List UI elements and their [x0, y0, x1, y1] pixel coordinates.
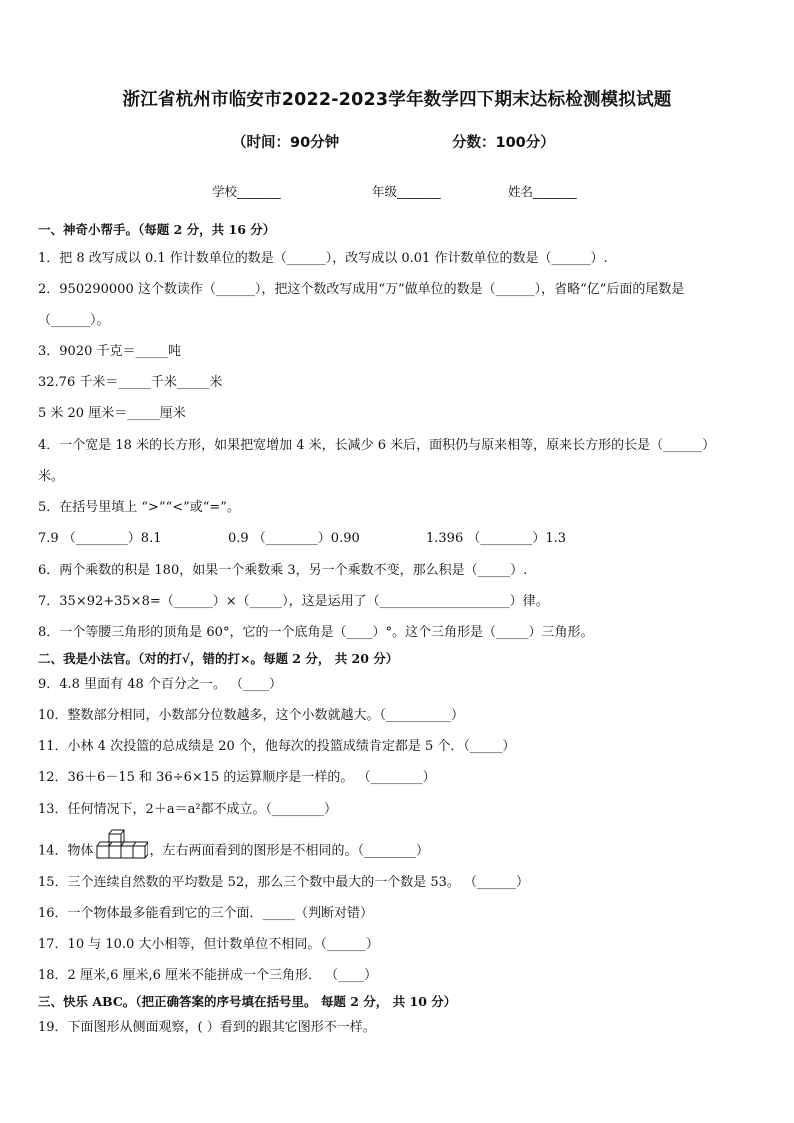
question-5: 5．在括号里填上 “>”“<”或“=”。: [38, 500, 240, 515]
question-10: 10．整数部分相同，小数部分位数越多，这个小数就越大。（__________）: [38, 708, 465, 723]
question-1: 1．把 8 改写成以 0.1 作计数单位的数是（______），改写成以 0.01 作计数单位的数是（______）.: [38, 251, 608, 266]
question-3: 3．9020 千克＝_____吨: [38, 344, 181, 359]
question-9: 9．4.8 里面有 48 个百分之一。 （____）: [38, 677, 283, 692]
question-4-continued: 米。: [38, 469, 65, 484]
question-17: 17．10 与 10.0 大小相等，但计数单位不相同。（______）: [38, 937, 379, 952]
exam-score: 分数：100分）: [452, 135, 555, 151]
question-19: 19．下面图形从侧面观察，( ）看到的跟其它图形不一样。: [38, 1020, 376, 1035]
question-5-item-2: 0.9 （________）0.90: [228, 531, 360, 546]
exam-time: （时间：90分钟: [232, 135, 340, 151]
section-1-heading: 一、神奇小帮手。（每题 2 分，共 16 分）: [38, 222, 276, 237]
question-16: 16．一个物体最多能看到它的三个面．_____（判断对错）: [38, 906, 374, 921]
question-3-part-3: 5 米 20 厘米＝_____厘米: [38, 406, 186, 421]
school-field: 学校_______: [212, 184, 281, 199]
question-14: [38, 829, 429, 873]
question-3-part-2: 32.76 千米＝_____千米_____米: [38, 375, 223, 390]
question-5-item-3: 1.396 （________）1.3: [426, 531, 567, 546]
name-field: 姓名_______: [508, 184, 577, 199]
question-18: 18．2 厘米,6 厘米,6 厘米不能拼成一个三角形． （____）: [38, 968, 378, 983]
question-14-end: ，左右两面看到的图形是不相同的。（________）: [149, 843, 430, 859]
question-2: 2．950290000 这个数读作（______），把这个数改写成用“万”做单位的数是（______），省略“亿”后面的尾数是: [38, 282, 685, 297]
question-11: 11．小林 4 次投篮的总成绩是 20 个，他每次的投篮成绩肯定都是 5 个．（_____）: [38, 739, 516, 754]
question-5-item-1: 7.9 （________）8.1: [38, 531, 162, 546]
question-2-continued: （______）。: [38, 313, 110, 328]
page-title: 浙江省杭州市临安市2022-2023学年数学四下期末达标检测模拟试题: [122, 90, 672, 110]
stacked-cubes-figure: [96, 829, 148, 873]
question-14-start: 14．物体: [38, 843, 94, 859]
question-4: 4．一个宽是 18 米的长方形，如果把宽增加 4 米，长减少 6 米后，面积仍与原来相等，原来长方形的长是（______）: [38, 438, 716, 453]
question-15: 15．三个连续自然数的平均数是 52，那么三个数中最大的一个数是 53。 （______）: [38, 875, 530, 890]
question-13: 13．任何情况下，2＋a＝a²都不成立。（________）: [38, 802, 338, 817]
question-6: 6．两个乘数的积是 180，如果一个乘数乘 3，另一个乘数不变，那么积是（_____）.: [38, 563, 528, 578]
grade-field: 年级_______: [372, 184, 441, 199]
question-8: 8．一个等腰三角形的顶角是 60°，它的一个底角是（____）°。这个三角形是（_____）三角形。: [38, 625, 594, 640]
question-12: 12．36＋6－15 和 36÷6×15 的运算顺序是一样的。 （________）: [38, 770, 436, 785]
question-7: 7．35×92+35×8=（______）×（_____），这是运用了（____________________）律。: [38, 594, 549, 609]
section-2-heading: 二、我是小法官。（对的打√，错的打×。每题 2 分， 共 20 分）: [38, 651, 399, 666]
section-3-heading: 三、快乐 ABC。（把正确答案的序号填在括号里。 每题 2 分， 共 10 分）: [38, 994, 457, 1009]
